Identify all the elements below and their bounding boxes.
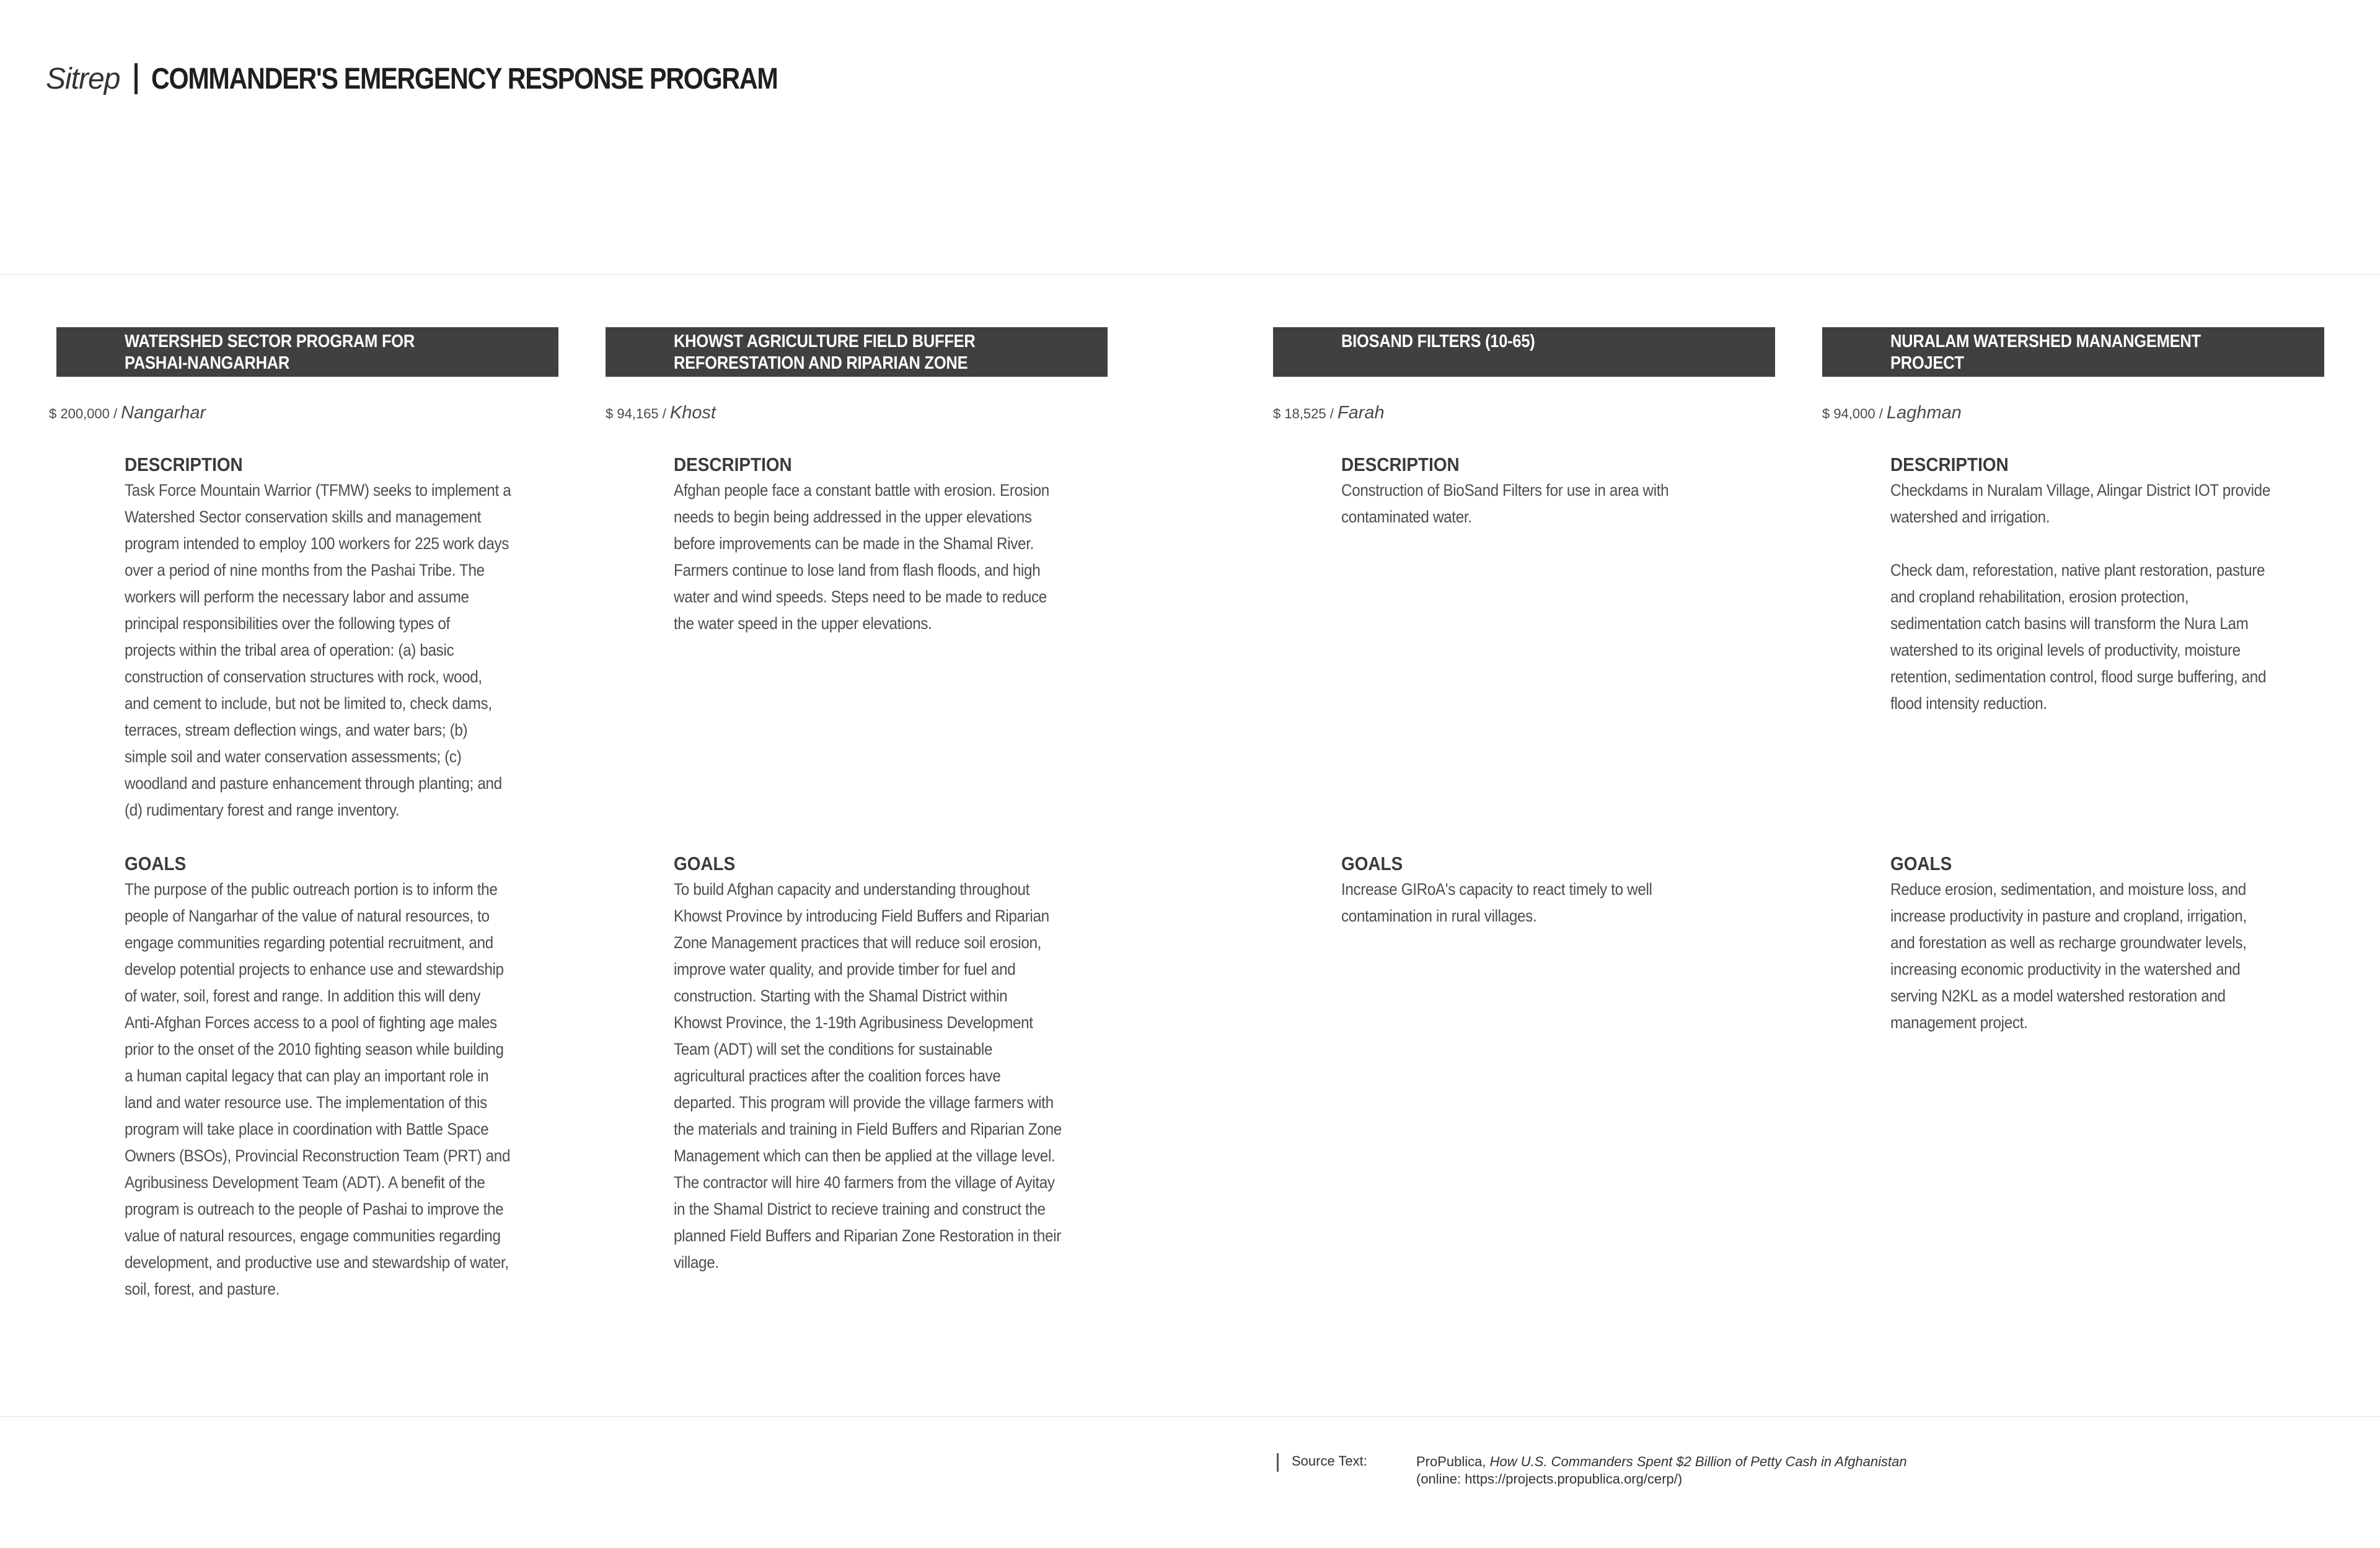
project-meta: [49, 403, 206, 423]
page-title: COMMANDER'S EMERGENCY RESPONSE PROGRAM: [151, 62, 778, 95]
goals-heading: GOALS: [1890, 853, 1952, 874]
project-meta: [1273, 403, 1385, 423]
project-location: Farah: [1337, 403, 1385, 423]
description-heading: DESCRIPTION: [1890, 454, 2009, 475]
goals-heading: GOALS: [125, 853, 187, 874]
bottom-divider: [0, 1416, 2380, 1417]
project-location: Khost: [669, 403, 716, 423]
goals-heading: GOALS: [674, 853, 736, 874]
project-column-4: [1822, 327, 2324, 1350]
description-text: Afghan people face a constant battle with erosion. Erosion needs to begin being addressed in the upper elevations before improvements can be made in the Shamal River. Farmers continue to lose land from flash floods, and high water and wind speeds. Steps need to be made to reduce the water speed in the upper elevations.: [674, 481, 1049, 633]
project-column-3: [1273, 327, 1775, 1350]
project-column-1: [49, 327, 558, 1350]
description-section: [1890, 452, 2299, 717]
header-italic-title: Sitrep: [46, 62, 120, 95]
project-location: Laghman: [1886, 403, 1962, 423]
project-header-bar: [1273, 327, 1775, 377]
project-cost: $ 200,000 /: [49, 406, 118, 421]
description-section: [1341, 452, 1750, 530]
goals-section: [125, 851, 534, 1303]
description-section: [674, 452, 1083, 637]
header-separator: [134, 63, 138, 94]
goals-text: Reduce erosion, sedimentation, and moisture loss, and increase productivity in pasture and cropland, irrigation, and forestation as well as recharge groundwater levels, increasing economic productivity in the watershed and serving N2KL as a model watershed restoration and management project.: [1890, 880, 2247, 1032]
description-text: Task Force Mountain Warrior (TFMW) seeks to implement a Watershed Sector conservation skills and management program intended to employ 100 workers for 225 work days over a period of nine months from the Pashai Tribe. The workers will perform the necessary labor and assume principal responsibilities over the following types of projects within the tribal area of operation: (a) basic construction of conservation structures with rock, wood, and cement to include, but not be limited to, check dams, terraces, stream deflection wings, and water bars; (b) simple soil and water conservation assessments; (c) woodland and pasture enhancement through planting; and (d) rudimentary forest and range inventory.: [125, 481, 511, 819]
source-publication-title: How U.S. Commanders Spent $2 Billion of Petty Cash in Afghanistan: [1489, 1454, 1907, 1469]
top-divider: [0, 274, 2380, 275]
project-column-2: [606, 327, 1108, 1350]
description-text: Checkdams in Nuralam Village, Alingar District IOT provide watershed and irrigation. Check dam, reforestation, native plant restoration, pasture and cropland rehabilitation, erosion protection, sedimentation catch basins will transform the Nura Lam watershed to its original levels of productivity, moisture retention, sedimentation control, flood surge buffering, and flood intensity reduction.: [1890, 481, 2270, 713]
project-title: NURALAM WATERSHED MANANGEMENT PROJECT: [1890, 332, 2201, 373]
project-cost: $ 94,165 /: [606, 406, 666, 421]
project-title: KHOWST AGRICULTURE FIELD BUFFER REFORESTATION AND RIPARIAN ZONE RESTORATION: [674, 332, 976, 395]
goals-section: [1890, 851, 2299, 1036]
description-section: [125, 452, 534, 824]
project-cost: $ 18,525 /: [1273, 406, 1334, 421]
project-header-bar: [1822, 327, 2324, 377]
project-meta: [1822, 403, 1962, 423]
description-heading: DESCRIPTION: [125, 454, 243, 475]
page-header: [46, 57, 879, 100]
project-header-bar: [56, 327, 558, 377]
goals-text: To build Afghan capacity and understanding throughout Khowst Province by introducing Field Buffers and Riparian Zone Management practices that will reduce soil erosion, improve water quality, and provide timber for fuel and construction. Starting with the Shamal District within Khowst Province, the 1-19th Agribusiness Development Team (ADT) will set the conditions for sustainable agricultural practices after the coalition forces have departed. This program will provide the village farmers with the materials and training in Field Buffers and Riparian Zone Management which can then be applied at the village level. The contractor will hire 40 farmers from the village of Ayitay in the Shamal District to recieve training and construct the planned Field Buffers and Riparian Zone Restoration in their village.: [674, 880, 1062, 1272]
description-heading: DESCRIPTION: [1341, 454, 1460, 475]
project-title: BIOSAND FILTERS (10-65): [1341, 332, 1535, 351]
source-publisher: ProPublica,: [1416, 1454, 1486, 1469]
source-label: Source Text:: [1292, 1453, 1367, 1469]
source-marker: [1277, 1453, 1279, 1472]
goals-text: The purpose of the public outreach portion is to inform the people of Nangarhar of the value of natural resources, to engage communities regarding potential recruitment, and develop potential projects to enhance use and stewardship of water, soil, forest and range. In addition this will deny Anti-Afghan Forces access to a pool of fighting age males prior to the onset of the 2010 fighting season while building a human capital legacy that can play an important role in land and water resource use. The implementation of this program will take place in coordination with Battle Space Owners (BSOs), Provincial Reconstruction Team (PRT) and Agribusiness Development Team (ADT). A benefit of the program is outreach to the people of Pashai to improve the value of natural resources, engage communities regarding development, and productive use and stewardship of water, soil, forest, and pasture.: [125, 880, 511, 1298]
source-online-url: (online: https://projects.propublica.org/cerp/): [1416, 1471, 1683, 1487]
goals-heading: GOALS: [1341, 853, 1403, 874]
project-cost: $ 94,000 /: [1822, 406, 1883, 421]
goals-section: [1341, 851, 1750, 930]
source-line-1: [1416, 1453, 1907, 1471]
project-location: Nangarhar: [121, 403, 206, 423]
description-text: Construction of BioSand Filters for use in area with contaminated water.: [1341, 481, 1669, 526]
project-title: WATERSHED SECTOR PROGRAM FOR PASHAI-NANGARHAR: [125, 332, 415, 373]
source-text: [1416, 1453, 1907, 1488]
goals-section: [674, 851, 1083, 1276]
project-meta: [606, 403, 716, 423]
goals-text: Increase GIRoA's capacity to react timely to well contamination in rural villages.: [1341, 880, 1652, 925]
project-header-bar: [606, 327, 1108, 395]
description-heading: DESCRIPTION: [674, 454, 792, 475]
